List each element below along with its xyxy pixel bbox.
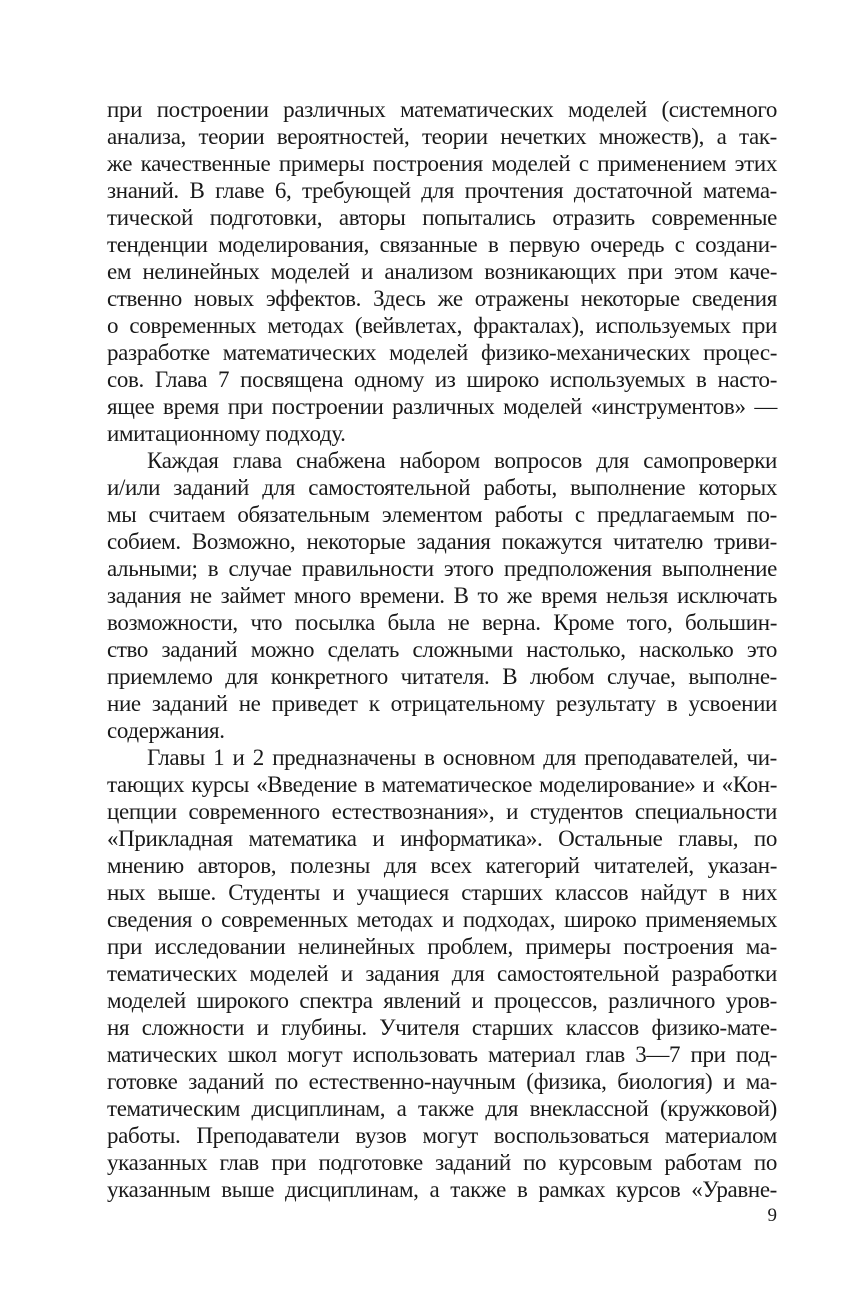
text-line: матических школ могут использовать материал глав 3—7 при под- xyxy=(107,1042,777,1067)
text-line: тической подготовки, авторы попытались отразить современные xyxy=(107,205,777,230)
text-line: ем нелинейных моделей и анализом возникающих при этом каче- xyxy=(107,259,777,284)
text-line: содержания. xyxy=(107,718,225,743)
text-line: и/или заданий для самостоятельной работы, выполнение которых xyxy=(107,475,777,500)
text-line: при построении различных математических моделей (системного xyxy=(107,97,777,122)
text-line: имитационному подходу. xyxy=(107,421,346,446)
text-line: ящее время при построении различных моделей «инструментов» — xyxy=(107,394,777,419)
paragraph-1 xyxy=(107,96,777,447)
text-line: мы считаем обязательным элементом работы с предлагаемым по- xyxy=(107,502,777,527)
text-line: тающих курсы «Введение в математическое моделирование» и «Кон- xyxy=(107,772,777,797)
text-line: ственно новых эффектов. Здесь же отражены некоторые сведения xyxy=(107,286,777,311)
text-line: при исследовании нелинейных проблем, примеры построения ма- xyxy=(107,934,777,959)
text-line: разработке математических моделей физико-механических процес- xyxy=(107,340,777,365)
text-line: ние заданий не приведет к отрицательному результату в усвоении xyxy=(107,691,777,716)
text-line: сведения о современных методах и подходах, широко применяемых xyxy=(107,907,777,932)
text-line: Каждая глава снабжена набором вопросов для самопроверки xyxy=(147,448,777,473)
text-line: ство заданий можно сделать сложными настолько, насколько это xyxy=(107,637,777,662)
text-line: тенденции моделирования, связанные в первую очередь с создани- xyxy=(107,232,777,257)
text-line: о современных методах (вейвлетах, фракталах), используемых при xyxy=(107,313,777,338)
text-line: работы. Преподаватели вузов могут воспользоваться материалом xyxy=(107,1123,777,1148)
text-line: собием. Возможно, некоторые задания покажутся читателю триви- xyxy=(107,529,777,554)
text-line: ня сложности и глубины. Учителя старших классов физико-мате- xyxy=(107,1015,777,1040)
text-line: знаний. В главе 6, требующей для прочтения достаточной матема- xyxy=(107,178,777,203)
paragraph-3 xyxy=(107,744,777,1203)
text-line: тематических моделей и задания для самостоятельной разработки xyxy=(107,961,777,986)
page-number: 9 xyxy=(767,1205,777,1226)
text-line: указанных глав при подготовке заданий по курсовым работам по xyxy=(107,1150,777,1175)
text-line: сов. Глава 7 посвящена одному из широко используемых в насто- xyxy=(107,367,777,392)
text-line: указанным выше дисциплинам, а также в рамках курсов «Уравне- xyxy=(107,1177,777,1202)
text-line: анализа, теории вероятностей, теории нечетких множеств), а так- xyxy=(107,124,777,149)
body-text xyxy=(107,96,777,1203)
text-line: тематическим дисциплинам, а также для внеклассной (кружковой) xyxy=(107,1096,777,1121)
paragraph-2 xyxy=(107,447,777,744)
text-line: моделей широкого спектра явлений и процессов, различного уров- xyxy=(107,988,777,1013)
text-line: мнению авторов, полезны для всех категорий читателей, указан- xyxy=(107,853,777,878)
text-line: «Прикладная математика и информатика». Остальные главы, по xyxy=(107,826,777,851)
text-line: задания не займет много времени. В то же время нельзя исключать xyxy=(107,583,777,608)
text-line: ных выше. Студенты и учащиеся старших классов найдут в них xyxy=(107,880,777,905)
text-line: Главы 1 и 2 предназначены в основном для преподавателей, чи- xyxy=(147,745,777,770)
text-line: же качественные примеры построения моделей с применением этих xyxy=(107,151,777,176)
text-line: приемлемо для конкретного читателя. В любом случае, выполне- xyxy=(107,664,777,689)
text-line: альными; в случае правильности этого предположения выполнение xyxy=(107,556,777,581)
text-line: возможности, что посылка была не верна. Кроме того, большин- xyxy=(107,610,777,635)
text-line: готовке заданий по естественно-научным (физика, биология) и ма- xyxy=(107,1069,777,1094)
text-line: цепции современного естествознания», и студентов специальности xyxy=(107,799,777,824)
